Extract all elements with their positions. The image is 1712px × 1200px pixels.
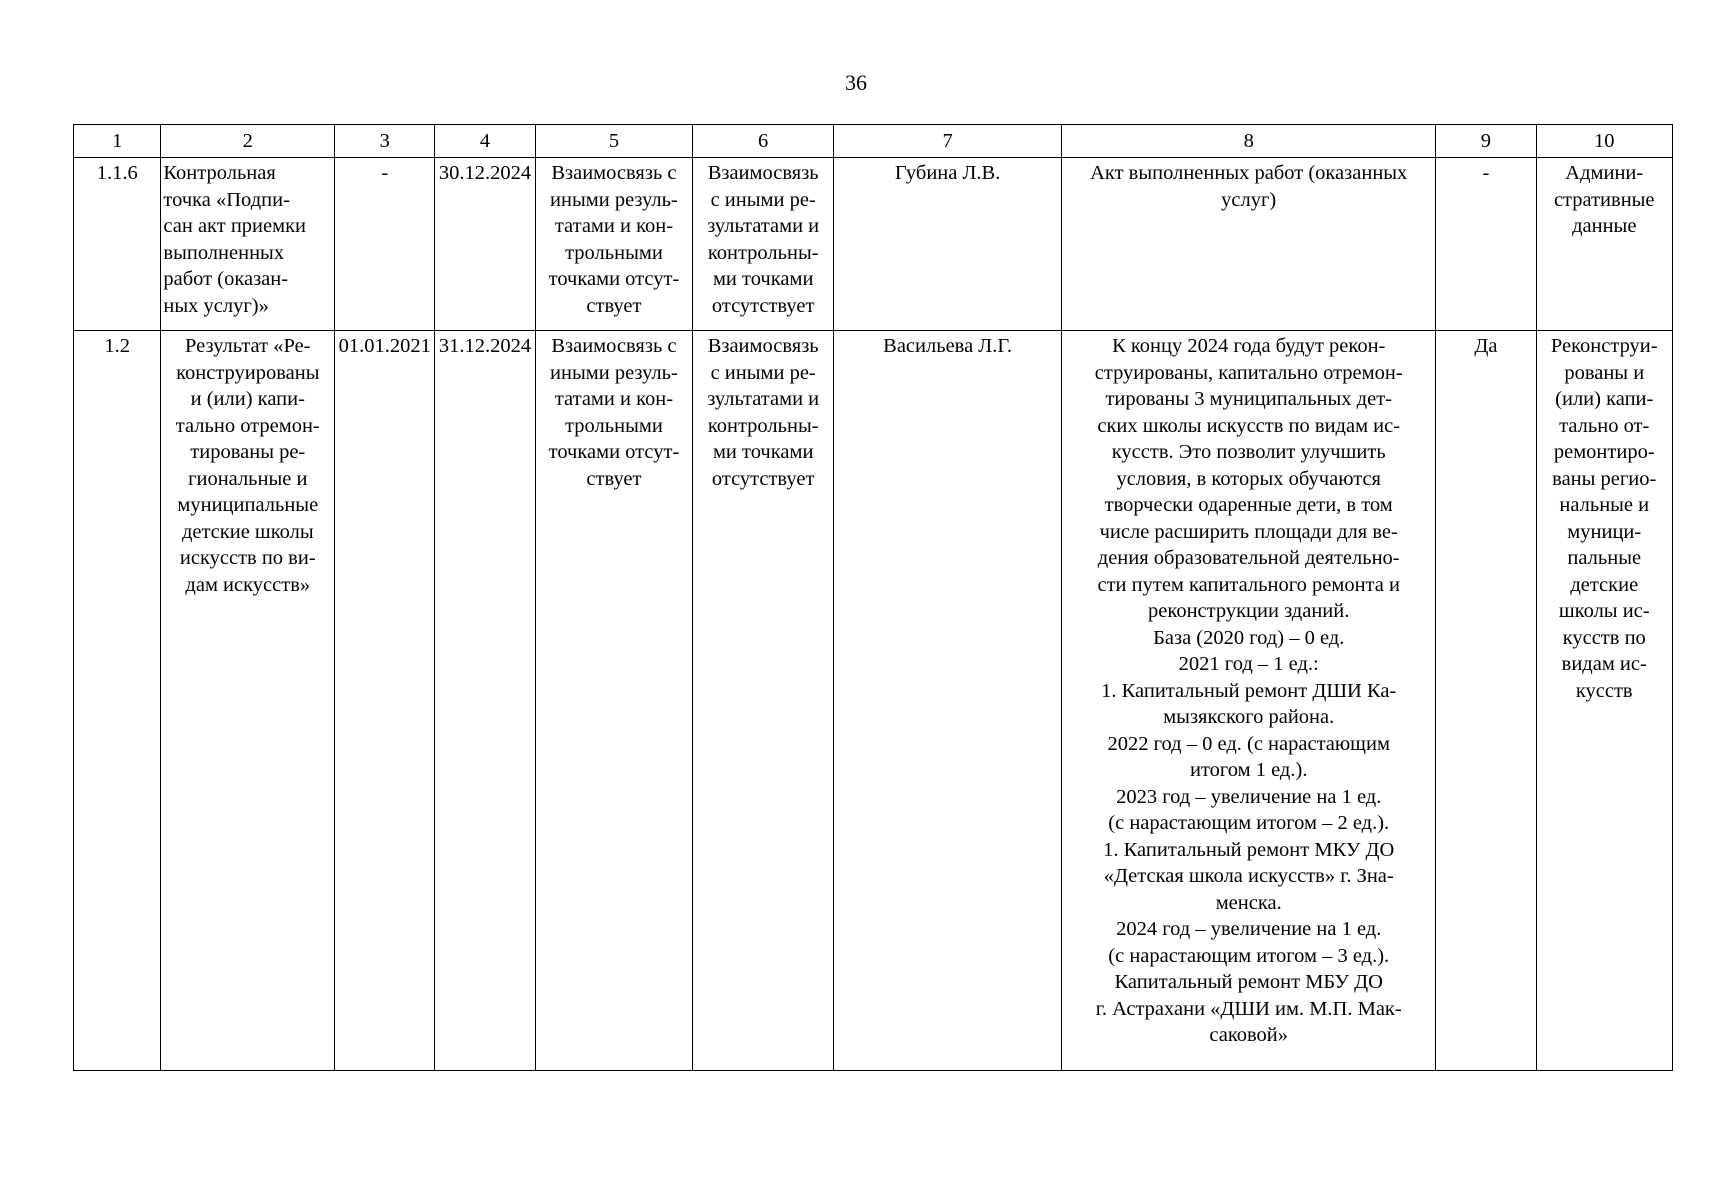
- table-header-row: [74, 125, 1673, 158]
- header-cell: 3: [335, 125, 435, 158]
- row-number: 1.1.6: [74, 158, 161, 331]
- header-cell: 9: [1436, 125, 1536, 158]
- relation-points: Взаимосвязь с иными ре- зультатами и контрольны- ми точками отсутствует: [693, 331, 834, 1071]
- info-source: Реконструи- рованы и (или) капи- тально от- ремонтиро- ваны регио- нальные и муници- пальные детские школы ис- кусств по видам ис- кусств: [1536, 331, 1673, 1071]
- relation-results: Взаимосвязь с иными резуль- татами и кон- трольными точками отсут- ствует: [535, 158, 693, 331]
- info-source: Админи- стративные данные: [1536, 158, 1673, 331]
- end-date: 30.12.2024: [435, 158, 535, 331]
- header-cell: 8: [1062, 125, 1436, 158]
- table-row: [74, 158, 1673, 331]
- description: К концу 2024 года будут рекон- струированы, капитально отремон- тированы 3 муниципальных дет- ских школы искусств по видам ис- кусств. Это позволит улучшить условия, в которых обучаются творчески одаренные дети, в том числе расширить площади для ве- дения образовательной деятельно- сти путем капитального ремонта и реконструкции зданий. База (2020 год) – 0 ед. 2021 год – 1 ед.: 1. Капитальный ремонт ДШИ Ка- мызякского района. 2022 год – 0 ед. (с нарастающим итогом 1 ед.). 2023 год – увеличение на 1 ед. (с нарастающим итогом – 2 ед.). 1. Капитальный ремонт МКУ ДО «Детская школа искусств» г. Зна- менска. 2024 год – увеличение на 1 ед. (с нарастающим итогом – 3 ед.). Капитальный ремонт МБУ ДО г. Астрахани «ДШИ им. М.П. Мак- саковой»: [1062, 331, 1436, 1071]
- responsible-person: Васильева Л.Г.: [834, 331, 1062, 1071]
- start-date: 01.01.2021: [335, 331, 435, 1071]
- header-cell: 1: [74, 125, 161, 158]
- results-table: [73, 124, 1673, 1071]
- responsible-person: Губина Л.В.: [834, 158, 1062, 331]
- header-cell: 4: [435, 125, 535, 158]
- description: Акт выполненных работ (оказанных услуг): [1062, 158, 1436, 331]
- header-cell: 5: [535, 125, 693, 158]
- header-cell: 7: [834, 125, 1062, 158]
- end-date: 31.12.2024: [435, 331, 535, 1071]
- flag: -: [1436, 158, 1536, 331]
- header-cell: 6: [693, 125, 834, 158]
- item-name: Результат «Ре- конструированы и (или) капи- тально отремон- тированы ре- гиональные и муниципальные детские школы искусств по ви- дам искусств»: [161, 331, 335, 1071]
- flag: Да: [1436, 331, 1536, 1071]
- start-date: -: [335, 158, 435, 331]
- relation-points: Взаимосвязь с иными ре- зультатами и контрольны- ми точками отсутствует: [693, 158, 834, 331]
- item-name: Контрольная точка «Подпи- сан акт приемки выполненных работ (оказан- ных услуг)»: [161, 158, 335, 331]
- header-cell: 10: [1536, 125, 1673, 158]
- header-cell: 2: [161, 125, 335, 158]
- relation-results: Взаимосвязь с иными резуль- татами и кон- трольными точками отсут- ствует: [535, 331, 693, 1071]
- page-number: 36: [845, 70, 867, 95]
- row-number: 1.2: [74, 331, 161, 1071]
- table-row: [74, 331, 1673, 1071]
